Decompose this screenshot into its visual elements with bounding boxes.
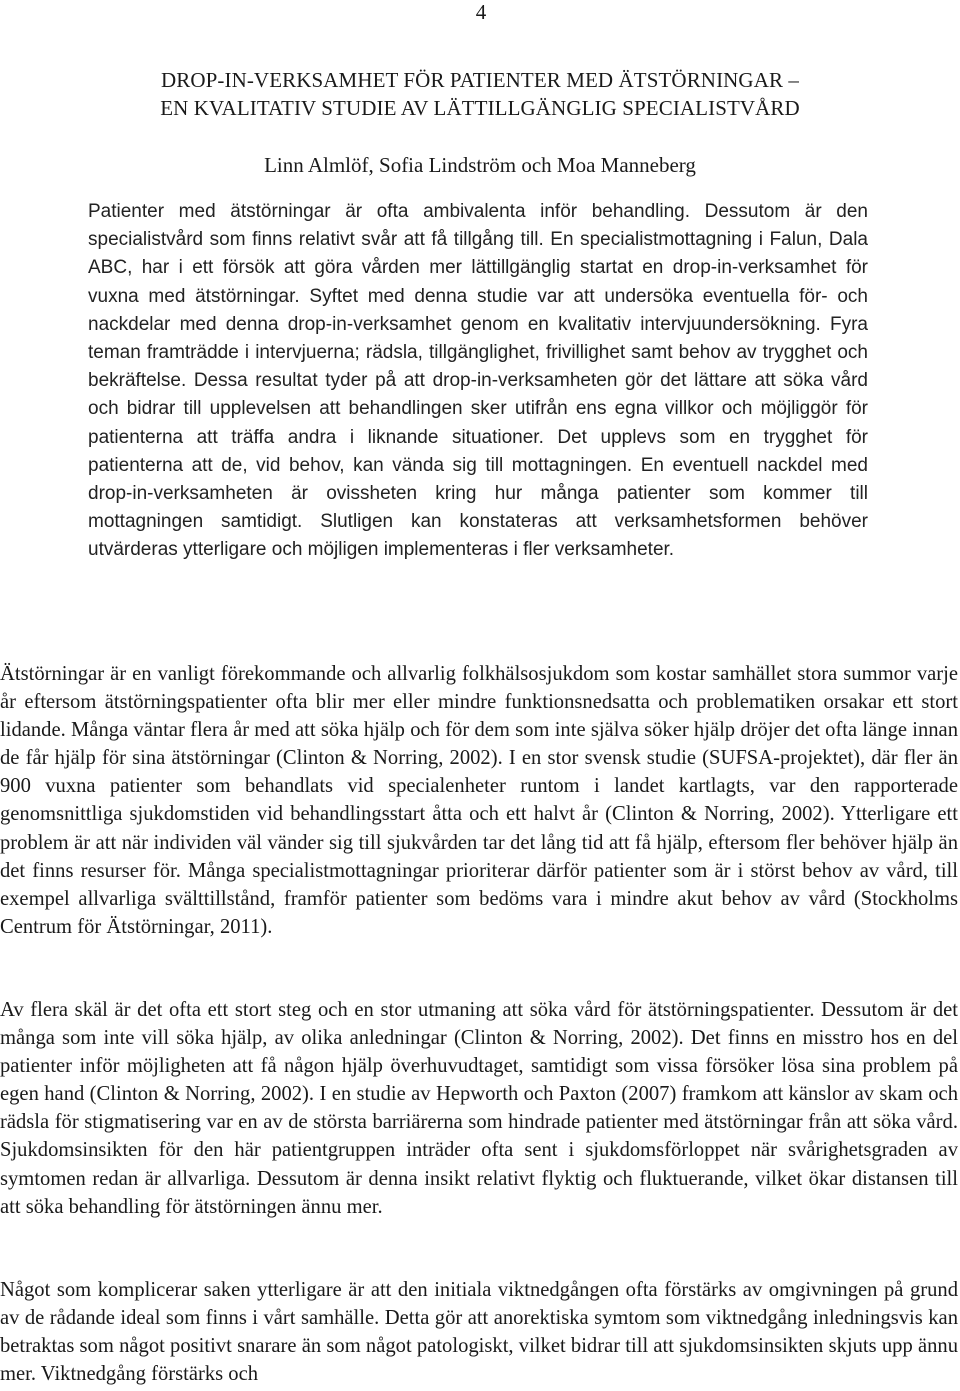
page-number: 4	[475, 0, 487, 24]
body-paragraph-1: Ätstörningar är en vanligt förekommande och allvarlig folkhälsosjukdom som kostar samhället stora summor varje år eftersom ätstörningspatienter ofta blir mer eller mindre funktionsnedsatta och problematiken orsakar ett stort lidande. Många väntar flera år med att söka hjälp och för dem som inte själva söker hjälp dröjer det ofta länge innan de får hjälp för sina ätstörningar (Clinton & Norring, 2002). I en stor svensk studie (SUFSA-projektet), där fler än 900 vuxna patienter som behandlats vid specialenheter runtom i landet kartlagts, var den rapporterade genomsnittliga sjukdomstiden vid behandlingsstart åtta och ett halvt år (Clinton & Norring, 2002). Ytterligare ett problem är att när individen väl vänder sig till sjukvården tar det lång tid att få hjälp, eftersom fler behöver hjälp än det finns resurser för. Många specialistmottagningar prioriterar därför patienter som är i störst behov av vård, till exempel allvarliga svälttillstånd, framför patienter som bedöms vara i mindre akut behov av vård (Stockholms Centrum för Ätstörningar, 2011).	[0, 663, 958, 938]
authors: Linn Almlöf, Sofia Lindström och Moa Manneberg	[264, 153, 696, 177]
document-title	[90, 66, 870, 122]
body-paragraph-2: Av flera skäl är det ofta ett stort steg och en stor utmaning att söka vård för ätstörningspatienter. Dessutom är det många som inte vill söka hjälp, av olika anledningar (Clinton & Norring, 2002). Det finns en misstro hos en del patienter inför möjligheten att få någon hjälp överhuvudtaget, samtidigt som vissa försöker lösa sina problem på egen hand (Clinton & Norring, 2002). I en studie av Hepworth och Paxton (2007) framkom att känslor av skam och rädsla för stigmatisering var en av de största barriärerna som hindrade patienter med ätstörningar från att söka vård. Sjukdomsinsikten för den här patientgruppen inträder ofta sent i sjukdomsförloppet när svårighetsgraden av symtomen redan är allvarliga. Dessutom är denna insikt relativt flyktig och fluktuerande, vilket ökar distansen till att söka behandling för ätstörningen ännu mer.	[0, 999, 958, 1218]
body-paragraph-3: Något som komplicerar saken ytterligare är att den initiala viktnedgången ofta förstärks av omgivningen på grund av de rådande ideal som finns i vårt samhälle. Detta gör att anorektiska symtom som viktnedgång inledningsvis kan betraktas som något positivt snarare än som något patologiskt, vilket bidrar till att sjukdomsinsikten skjuts upp ännu mer. Viktnedgång förstärks och	[0, 1279, 958, 1386]
abstract: Patienter med ätstörningar är ofta ambivalenta inför behandling. Dessutom är den specialistvård som finns relativt svår att få tillgång till. En specialistmottagning i Falun, Dala ABC, har i ett försök att göra vården mer lättillgänglig startat en drop-in-verksamhet för vuxna med ätstörningar. Syftet med denna studie var att undersöka eventuella för- och nackdelar med denna drop-in-verksamhet genom en kvalitativ intervjuundersökning. Fyra teman framträdde i intervjuerna; rädsla, tillgänglighet, frivillighet samt behov av trygghet och bekräftelse. Dessa resultat tyder på att drop-in-verksamheten gör det lättare att söka vård och bidrar till upplevelsen att behandlingen sker utifrån ens egna villkor och möjliggör för patienterna att träffa andra i liknande situationer. Det upplevs som en trygghet för patienterna att de, vid behov, kan vända sig till mottagningen. En eventuell nackdel med drop-in-verksamheten är ovissheten kring hur många patienter som kommer till mottagningen samtidigt. Slutligen kan konstateras att verksamhetsformen behöver utvärderas ytterligare och möjligen implementeras i fler verksamheter.	[88, 201, 868, 561]
title-line-2: EN KVALITATIV STUDIE AV LÄTTILLGÄNGLIG SPECIALISTVÅRD	[160, 96, 800, 120]
title-line-1: DROP-IN-VERKSAMHET FÖR PATIENTER MED ÄTSTÖRNINGAR –	[160, 68, 800, 92]
